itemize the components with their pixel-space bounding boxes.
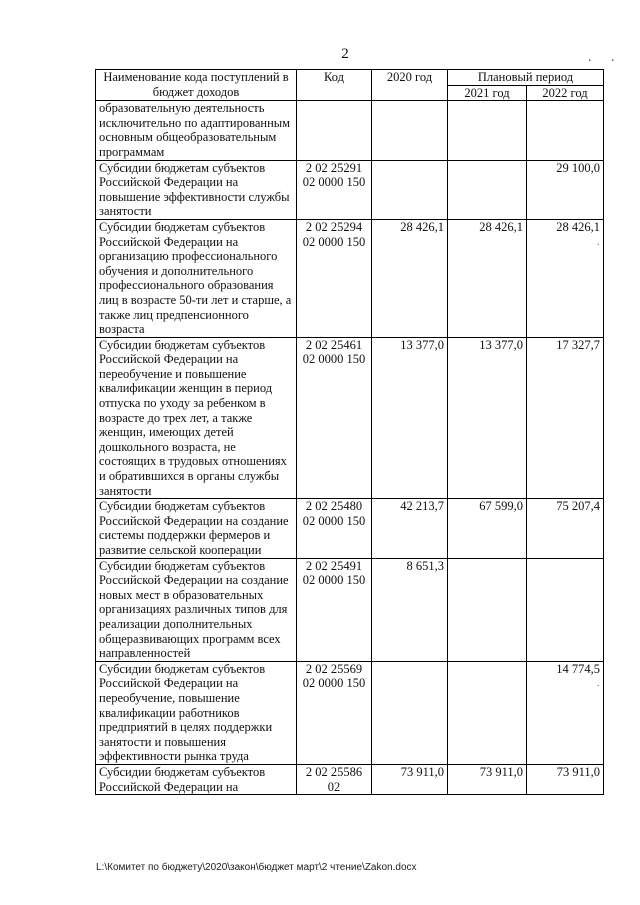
row-2020: 42 213,7 <box>372 499 448 558</box>
budget-revenue-table <box>95 69 604 795</box>
row-2020: 13 377,0 <box>372 337 448 499</box>
row-name: Субсидии бюджетам субъектов Российской Федерации на организацию профессионального обучения и дополнительного профессионального образования лиц в возрасте 50-ти лет и старше, а также лиц предпенсионного возраста <box>96 219 297 337</box>
row-code: 2 02 25480 02 0000 150 <box>297 499 372 558</box>
row-2020 <box>372 101 448 160</box>
header-plan-period: Плановый период <box>448 70 604 86</box>
row-code: 2 02 25586 02 <box>297 764 372 794</box>
row-name: Субсидии бюджетам субъектов Российской Федерации на создание новых мест в образовательных организациях различных типов для реализации дополнительных общеразвивающих программ всех направленностей <box>96 558 297 661</box>
row-code: 2 02 25461 02 0000 150 <box>297 337 372 499</box>
row-2021: 13 377,0 <box>448 337 527 499</box>
row-2020: 8 651,3 <box>372 558 448 661</box>
row-2021: 67 599,0 <box>448 499 527 558</box>
row-2022-value: 14 774,5 <box>556 661 601 676</box>
page-number: 2 <box>341 46 349 62</box>
row-2020 <box>372 160 448 219</box>
table-row <box>96 558 604 661</box>
row-name: Субсидии бюджетам субъектов Российской Федерации на создание системы поддержки фермеров и развитие сельской кооперации <box>96 499 297 558</box>
row-2022: 29 100,0 <box>527 160 604 219</box>
row-2021 <box>448 661 527 764</box>
table-row <box>96 160 604 219</box>
scan-mark: · <box>596 239 601 251</box>
scan-mark: · <box>596 681 601 693</box>
footer-file-path: L:\Комитет по бюджету\2020\закон\бюджет март\2 чтение\Zakon.docx <box>96 862 417 873</box>
table-row <box>96 337 604 499</box>
row-name: Субсидии бюджетам субъектов Российской Федерации на повышение эффективности службы занятости <box>96 160 297 219</box>
scan-dots: . . <box>588 50 623 65</box>
table-row <box>96 101 604 160</box>
row-2022 <box>527 558 604 661</box>
row-2020: 28 426,1 <box>372 219 448 337</box>
row-name: Субсидии бюджетам субъектов Российской Федерации на переобучение, повышение квалификации работников предприятий в целях поддержки занятости и повышения эффективности рынка труда <box>96 661 297 764</box>
row-2022 <box>527 661 604 764</box>
row-name: образовательную деятельность исключительно по адаптированным основным общеобразовательным программам <box>96 101 297 160</box>
row-code <box>297 101 372 160</box>
header-2021: 2021 год <box>448 85 527 101</box>
table-row <box>96 499 604 558</box>
header-2020: 2020 год <box>372 70 448 101</box>
row-code: 2 02 25294 02 0000 150 <box>297 219 372 337</box>
row-code: 2 02 25569 02 0000 150 <box>297 661 372 764</box>
row-2021 <box>448 558 527 661</box>
header-2022: 2022 год <box>527 85 604 101</box>
row-2021: 28 426,1 <box>448 219 527 337</box>
table-row <box>96 661 604 764</box>
row-2022 <box>527 101 604 160</box>
row-name: Субсидии бюджетам субъектов Российской Федерации на переобучение и повышение квалификации женщин в период отпуска по уходу за ребенком в возрасте до трех лет, а также женщин, имеющих детей дошкольного возраста, не состоящих в трудовых отношениях и обратившихся в органы службы занятости <box>96 337 297 499</box>
row-2020 <box>372 661 448 764</box>
row-2021: 73 911,0 <box>448 764 527 794</box>
row-name: Субсидии бюджетам субъектов Российской Федерации на <box>96 764 297 794</box>
row-2022-value: 28 426,1 <box>556 219 601 234</box>
row-2022: 75 207,4 <box>527 499 604 558</box>
table-row <box>96 219 604 337</box>
row-2020: 73 911,0 <box>372 764 448 794</box>
row-2022 <box>527 219 604 337</box>
table-row <box>96 764 604 794</box>
row-2021 <box>448 160 527 219</box>
row-2022: 17 327,7 <box>527 337 604 499</box>
row-code: 2 02 25291 02 0000 150 <box>297 160 372 219</box>
header-name: Наименование кода поступлений в бюджет доходов <box>96 70 297 101</box>
header-code: Код <box>297 70 372 101</box>
row-2022: 73 911,0 <box>527 764 604 794</box>
row-code: 2 02 25491 02 0000 150 <box>297 558 372 661</box>
row-2021 <box>448 101 527 160</box>
